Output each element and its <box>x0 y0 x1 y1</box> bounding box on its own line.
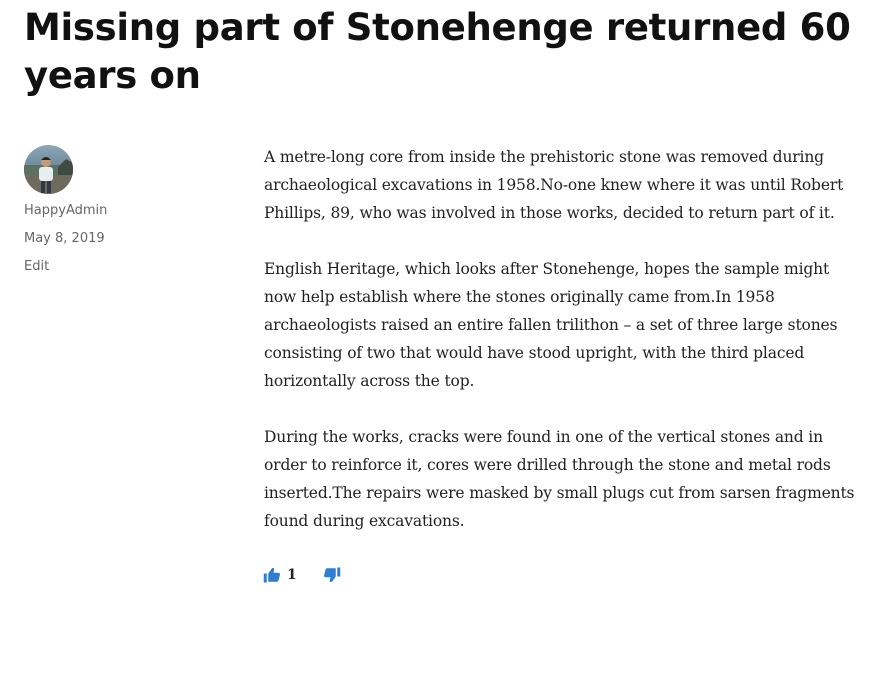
author-name[interactable]: HappyAdmin <box>24 203 108 218</box>
paragraph-3: During the works, cracks were found in one of the vertical stones and in order to reinforce it, cores were drilled through the stone and metal rods inserted.The repairs were masked by small plugs cut from sarsen fragments found during excavations. <box>264 428 855 530</box>
post-date[interactable]: May 8, 2019 <box>24 231 105 246</box>
edit-link[interactable]: Edit <box>24 259 50 274</box>
article-title: Missing part of Stonehenge returned 60 years on <box>24 6 851 97</box>
paragraph-2: English Heritage, which looks after Stonehenge, hopes the sample might now help establish where the stones originally came from.In 1958 archaeologists raised an entire fallen trilithon – a set of three large stones consisting of two that would have stood upright, with the third placed horizontally across the top. <box>264 260 838 390</box>
paragraph-1: A metre-long core from inside the prehistoric stone was removed during archaeological excavations in 1958.No-one knew where it was until Robert Phillips, 89, who was involved in those works, decided to return part of it. <box>264 148 844 222</box>
like-count: 1 <box>287 567 297 583</box>
thumbs-up-icon <box>263 566 281 584</box>
thumbs-down-icon <box>323 566 341 584</box>
like-button[interactable] <box>263 566 281 584</box>
author-avatar[interactable] <box>24 145 73 194</box>
dislike-button[interactable] <box>323 566 341 584</box>
post-meta <box>24 145 204 281</box>
article-body <box>264 143 864 563</box>
vote-bar <box>263 566 341 584</box>
